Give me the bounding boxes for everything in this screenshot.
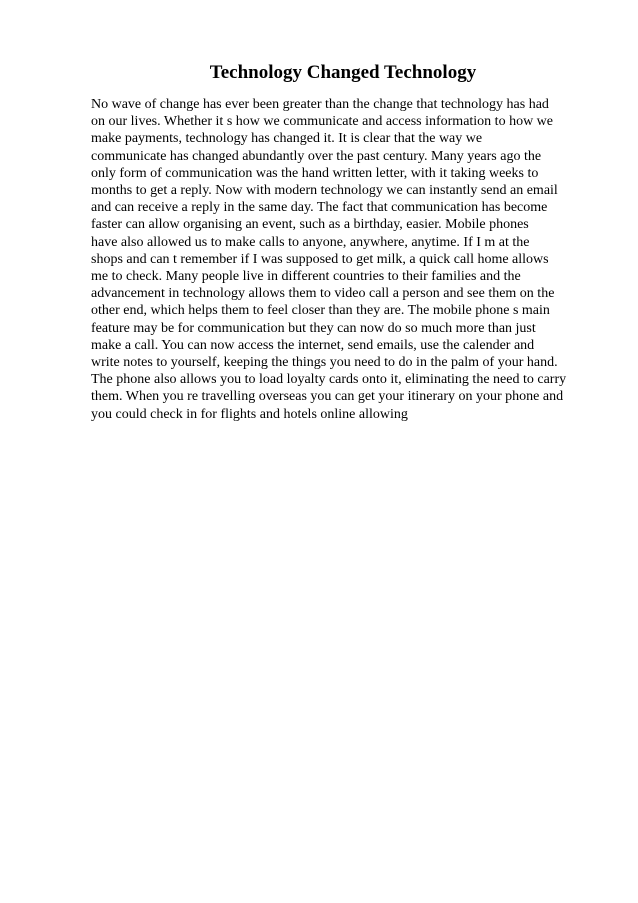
paragraph-line: make a call. You can now access the internet, send emails, use the calender and bbox=[91, 337, 535, 353]
paragraph-line: you could check in for flights and hotels online allowing bbox=[91, 406, 408, 422]
paragraph-line: The phone also allows you to load loyalty cards onto it, eliminating the need to carry bbox=[91, 372, 567, 388]
paragraph-line: them. When you re travelling overseas you can get your itinerary on your phone and bbox=[91, 389, 564, 405]
paragraph-line: months to get a reply. Now with modern technology we can instantly send an email bbox=[91, 183, 558, 199]
paragraph-line: advancement in technology allows them to video call a person and see them on the bbox=[91, 286, 555, 302]
paragraph-line: write notes to yourself, keeping the things you need to do in the palm of your hand. bbox=[91, 355, 558, 371]
paragraph-line: communicate has changed abundantly over the past century. Many years ago the bbox=[91, 148, 542, 164]
paragraph-line: me to check. Many people live in different countries to their families and the bbox=[91, 269, 521, 285]
page-title: Technology Changed Technology bbox=[209, 62, 477, 83]
paragraph-line: make payments, technology has changed it. It is clear that the way we bbox=[91, 131, 483, 147]
paragraph-line: faster can allow organising an event, such as a birthday, easier. Mobile phones bbox=[91, 217, 529, 233]
paragraph-line: feature may be for communication but they can now do so much more than just bbox=[91, 320, 536, 336]
paragraph-line: other end, which helps them to feel closer than they are. The mobile phone s main bbox=[91, 303, 550, 319]
paragraph-line: on our lives. Whether it s how we communicate and access information to how we bbox=[91, 114, 554, 130]
essay-paragraph bbox=[91, 96, 591, 423]
paragraph-line: and can receive a reply in the same day. The fact that communication has become bbox=[91, 200, 548, 216]
paragraph-line: shops and can t remember if I was supposed to get milk, a quick call home allows bbox=[91, 251, 549, 267]
paragraph-line: have also allowed us to make calls to anyone, anywhere, anytime. If I m at the bbox=[91, 234, 530, 250]
paragraph-line: only form of communication was the hand written letter, with it taking weeks to bbox=[91, 165, 539, 181]
paragraph-line: No wave of change has ever been greater than the change that technology has had bbox=[91, 97, 549, 112]
